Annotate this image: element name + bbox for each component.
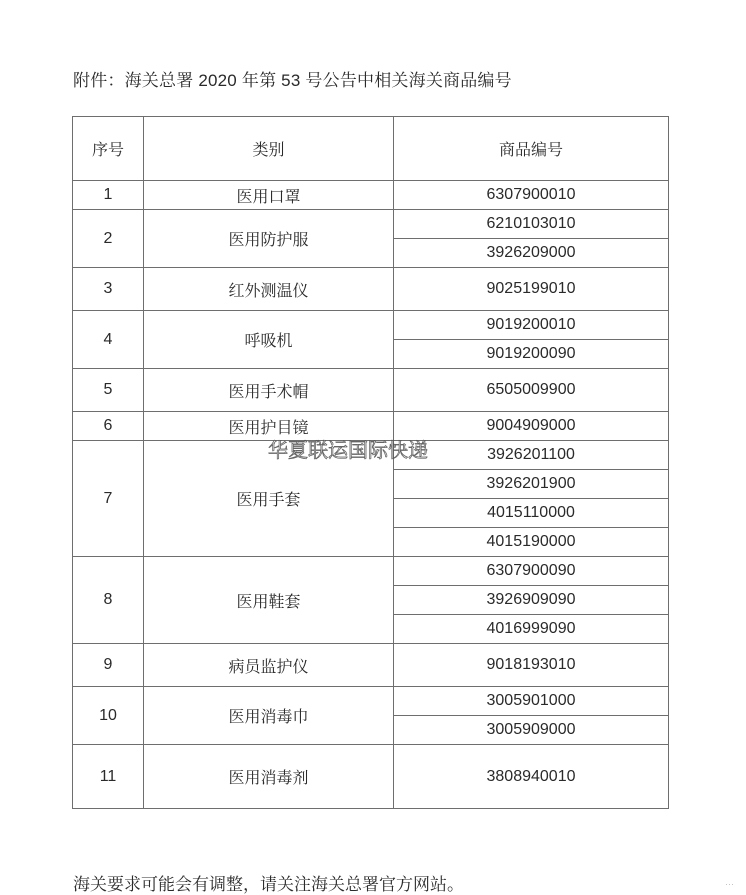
cell-index: 5 [73,369,144,412]
cell-category: 病员监护仪 [144,644,394,687]
table-row [73,412,669,441]
table-row [73,687,669,716]
cell-index: 2 [73,210,144,268]
cell-index: 11 [73,745,144,809]
cell-category: 呼吸机 [144,311,394,369]
corner-mark: ··· [725,879,734,889]
cell-code: 4015190000 [394,528,669,557]
cell-code: 6505009900 [394,369,669,412]
table-row [73,644,669,687]
cell-category: 红外测温仪 [144,268,394,311]
cell-category: 医用消毒剂 [144,745,394,809]
table-row [73,441,669,470]
cell-code: 6307900010 [394,181,669,210]
cell-index: 1 [73,181,144,210]
cell-index: 7 [73,441,144,557]
cell-index: 4 [73,311,144,369]
header-index: 序号 [73,117,144,181]
footer-note: 海关要求可能会有调整，请关注海关总署官方网站。 [73,875,464,894]
table-row [73,557,669,586]
cell-category: 医用护目镜 [144,412,394,441]
cell-code: 3808940010 [394,745,669,809]
cell-code: 3926201900 [394,470,669,499]
cell-code: 3926209000 [394,239,669,268]
cell-code: 9004909000 [394,412,669,441]
table-body [73,181,669,809]
cell-index: 6 [73,412,144,441]
table-row [73,268,669,311]
cell-category: 医用手套 [144,441,394,557]
cell-code: 3005909000 [394,716,669,745]
table-row [73,311,669,340]
cell-code: 4015110000 [394,499,669,528]
cell-code: 9025199010 [394,268,669,311]
document-title: 附件：海关总署 2020 年第 53 号公告中相关海关商品编号 [73,71,512,90]
cell-category: 医用口罩 [144,181,394,210]
cell-category: 医用鞋套 [144,557,394,644]
cell-code: 3926201100 [394,441,669,470]
cell-index: 3 [73,268,144,311]
cell-code: 6210103010 [394,210,669,239]
cell-code: 6307900090 [394,557,669,586]
cell-code: 9019200010 [394,311,669,340]
table-header-row [73,117,669,181]
cell-code: 9019200090 [394,340,669,369]
cell-index: 8 [73,557,144,644]
cell-index: 9 [73,644,144,687]
cell-code: 4016999090 [394,615,669,644]
table-row [73,181,669,210]
table-row [73,369,669,412]
cell-category: 医用消毒巾 [144,687,394,745]
cell-code: 3005901000 [394,687,669,716]
cell-code: 9018193010 [394,644,669,687]
header-category: 类别 [144,117,394,181]
table-row [73,745,669,809]
watermark: 华夏联运国际快递 [268,438,428,462]
cell-index: 10 [73,687,144,745]
cell-category: 医用手术帽 [144,369,394,412]
header-code: 商品编号 [394,117,669,181]
table-row [73,210,669,239]
cell-code: 3926909090 [394,586,669,615]
hs-code-table [72,116,669,809]
cell-category: 医用防护服 [144,210,394,268]
